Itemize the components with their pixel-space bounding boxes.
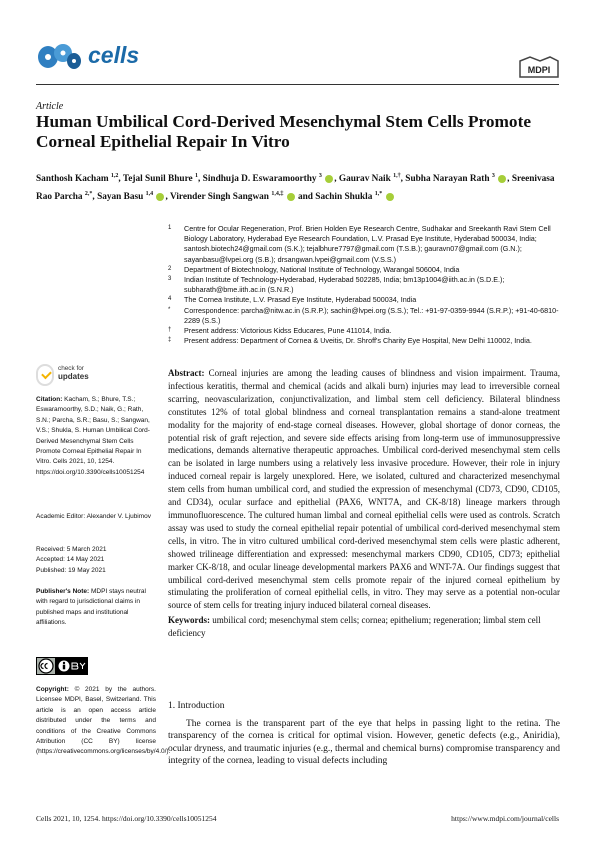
author-name: Santhosh Kacham <box>36 174 109 185</box>
check-line-2: updates <box>58 372 89 381</box>
header-divider <box>36 84 559 85</box>
published-date: Published: 19 May 2021 <box>36 566 106 574</box>
affiliation-marker: 3 <box>168 276 172 283</box>
author-affiliation-marker: 1,† <box>393 173 401 179</box>
author-affiliation-marker: 1,* <box>374 191 383 198</box>
author-affiliation-marker: 1,4 <box>145 191 154 198</box>
affiliation-item <box>168 275 560 295</box>
introduction-text <box>168 718 560 768</box>
author-separator: , <box>92 192 95 203</box>
cc-by-license-icon[interactable] <box>36 657 88 675</box>
author-list <box>36 169 559 205</box>
check-line-1: check for <box>58 365 84 372</box>
citation-block <box>36 395 156 478</box>
affiliation-text: Indian Institute of Technology-Hyderabad, Hyderabad 502285, India; bm13p1004@iith.ac.in (S.D.E.); subharath@bme.iith.ac.in (S.N.R.) <box>184 275 505 295</box>
editor-name: Alexander V. Ljubimov <box>86 513 152 520</box>
orcid-icon[interactable] <box>498 175 506 183</box>
affiliation-marker: 1 <box>168 225 172 231</box>
publisher-name: MDPI <box>527 65 551 75</box>
footer-journal-link[interactable]: https://www.mdpi.com/journal/cells <box>451 814 559 823</box>
author-affiliation-marker: 3 <box>491 173 495 179</box>
affiliation-item <box>168 265 560 275</box>
author-separator: , <box>165 192 168 203</box>
received-date: Received: 5 March 2021 <box>36 546 107 553</box>
copyright-label: Copyright: <box>36 686 69 693</box>
affiliation-item <box>168 336 560 346</box>
author-name: Sindhuja D. Eswaramoorthy <box>202 174 317 185</box>
abstract <box>168 367 560 612</box>
citation-label: Citation: <box>36 396 63 403</box>
journal-name: cells <box>88 42 140 68</box>
affiliation-text: The Cornea Institute, L.V. Prasad Eye Institute, Hyderabad 500034, India <box>184 295 417 305</box>
author-separator: and <box>295 192 313 203</box>
author-separator: , <box>334 174 337 185</box>
affiliation-text: Correspondence: parcha@nitw.ac.in (S.R.P.); sachin@lvpei.org (S.S.); Tel.: +91-97-0359-9944 (S.R.P.); +91-40-6810-2289 (S.S.) <box>184 305 559 325</box>
copyright-block <box>36 685 171 758</box>
author-affiliation-marker: 3 <box>318 173 322 179</box>
keywords-text: umbilical cord; mesenchymal stem cells; cornea; epithelium; regeneration; limbal stem cell deficiency <box>168 615 541 638</box>
author-separator: , <box>198 174 201 185</box>
intro-paragraph: The cornea is the transparent part of the eye that helps in passing light to the retina. The transparency of the cornea is critical for optimal vision. However, genetic defects (e.g., Aniridia), ocular dryness, and traumatic injuries (e.g., thermal and chemical burns) compromise transparency and integrity of the cornea, leading to visual defects including <box>168 719 560 767</box>
author-separator: , <box>507 174 510 185</box>
affiliation-item <box>168 295 560 305</box>
author-affiliation-marker: 1,2 <box>110 173 119 179</box>
author-name: Subha Narayan Rath <box>405 174 490 185</box>
author-separator: , <box>118 174 121 185</box>
affiliation-text: Centre for Ocular Regeneration, Prof. Brien Holden Eye Research Centre, Sudhakar and Sreekanth Ravi Stem Cell Biology Laboratory, Hyderabad Eye Research Foundation, L.V. Prasad Eye Institute, Hyderabad 500034, India; santosh.biotech24@gmail.com (S.K.); tejalbhure7797@gmail.com (T.S.B.); gauravn07@gmail.com (G.N.); sayanbasu@lvpei.org (S.B.); drsangwan.lvpei@gmail.com (V.S.S.) <box>184 224 551 264</box>
author-name: Sayan Basu <box>97 192 144 203</box>
affiliation-text: Present address: Victorious Kidss Educares, Pune 411014, India. <box>184 326 392 336</box>
publisher-note <box>36 587 156 629</box>
author-name: Gaurav Naik <box>338 174 391 185</box>
author-affiliation-marker: 1 <box>195 173 198 179</box>
affiliation-marker: 4 <box>168 296 172 303</box>
keywords <box>168 614 560 640</box>
check-updates-icon <box>36 364 54 386</box>
affiliation-marker: † <box>168 327 172 334</box>
abstract-text: Corneal injuries are among the leading causes of blindness and vision impairment. Trauma, infectious keratitis, thermal and chemical (acids and alkali burn) injuries may lead to irreversible corneal scarring, neovascularization, conjunctivalization, and limbal stem cell deficiency. Bilateral blindness constitutes 12% of total global blindness and corneal transplantation remains a stand-alone treatment modality for the majority of end-stage corneal diseases. However, global shortage of donor corneas, the potential risk of graft rejection, and severe side effects arising from long-term use of immunosuppressive medications, demands alternative therapeutic approaches. Umbilical cord-derived mesenchymal stem cells can be isolated in large numbers using a relatively less invasive procedure. However, their role in injury induced corneal repair is largely unexplored. Here, we isolated, cultured and characterized mesenchymal stem cells from human umbilical cord, and studied the expression of mesenchymal (CD73, CD90, CD105, and CD34), ocular surface and epithelial (PAX6, WNT7A, and CK-8/18) lineage markers through immunofluorescence. The cultured human limbal and corneal epithelial cells were used as controls. Scratch assay was used to study the corneal epithelial repair potential of umbilical cord-derived mesenchymal stem cells, in vitro. The in vitro cultured umbilical cord-derived mesenchymal stem cells were plastic adherent, showed trilineage differentiation and expressed: mesenchymal markers CD90, CD105, CD73; epithelial marker CK-8/18, and ocular lineage developmental markers PAX6 and WNT-7A. Our findings suggest that umbilical cord-derived mesenchymal stem cells promote repair of the injured corneal epithelium by stimulating the proliferation of corneal epithelial cells, in vitro. They may serve as a potential non-ocular source of stem cells for treating injury induced bilateral corneal diseases. <box>168 368 560 611</box>
note-text: MDPI stays neutral with regard to jurisdictional claims in published maps and institutional affiliations. <box>36 588 146 627</box>
affiliation-item <box>168 224 560 265</box>
author-name: Virender Singh Sangwan <box>169 192 269 203</box>
note-label: Publisher's Note: <box>36 588 90 595</box>
author-name: Tejal Sunil Bhure <box>122 174 193 185</box>
cells-logo-icon <box>36 42 82 72</box>
orcid-icon[interactable] <box>386 193 394 201</box>
orcid-icon[interactable] <box>156 193 164 201</box>
affiliation-item <box>168 306 560 326</box>
author-name: Sreenivasa Rao Parcha <box>36 174 555 203</box>
article-title: Human Umbilical Cord-Derived Mesenchymal Stem Cells Promote Corneal Epithelial Repair In Vitro <box>36 112 531 151</box>
page-footer <box>36 814 559 823</box>
affiliations <box>168 224 560 346</box>
affiliation-marker: 2 <box>168 265 172 272</box>
author-affiliation-marker: 1,4,‡ <box>271 191 284 198</box>
section-heading: 1. Introduction <box>168 701 225 711</box>
author-affiliation-marker: 2,* <box>84 191 93 198</box>
academic-editor <box>36 512 156 522</box>
dates-block <box>36 545 156 576</box>
author-name: Sachin Shukla <box>315 192 373 203</box>
affiliation-text: Present address: Department of Cornea & Uveitis, Dr. Shroff's Charity Eye Hospital, New Delhi 110002, India. <box>184 336 532 346</box>
accepted-date: Accepted: 14 May 2021 <box>36 556 105 564</box>
check-for-updates[interactable] <box>36 364 126 390</box>
affiliation-marker: * <box>168 306 171 313</box>
author-separator: , <box>400 174 403 185</box>
affiliation-item <box>168 326 560 336</box>
affiliation-text: Department of Biotechnology, National Institute of Technology, Warangal 506004, India <box>184 264 460 274</box>
orcid-icon[interactable] <box>325 175 333 183</box>
orcid-icon[interactable] <box>287 193 295 201</box>
copyright-text: © 2021 by the authors. Licensee MDPI, Basel, Switzerland. This article is an open access article distributed under the terms and conditions of the Creative Commons Attribution (CC BY) license (https://creativecommons.org/licenses/by/4.0/). <box>36 686 171 756</box>
footer-citation[interactable]: Cells 2021, 10, 1254. https://doi.org/10.3390/cells10051254 <box>36 814 217 823</box>
editor-label: Academic Editor: <box>36 513 86 520</box>
article-type: Article <box>36 101 64 112</box>
citation-text: Kacham, S.; Bhure, T.S.; Eswaramoorthy, S.D.; Naik, G.; Rath, S.N.; Parcha, S.R.; Basu, S.; Sangwan, V.S.; Shukla, S. Human Umbilical Cord-Derived Mesenchymal Stem Cells Promote Corneal Epithelial Repair In Vitro. Cells 2021, 10, 1254. https://doi.org/10.3390/cells10051254 <box>36 396 150 476</box>
mdpi-logo-icon <box>518 55 560 79</box>
keywords-label: Keywords: <box>168 615 210 625</box>
journal-logo <box>36 40 196 74</box>
affiliation-marker: ‡ <box>168 337 172 344</box>
abstract-label: Abstract: <box>168 368 205 378</box>
